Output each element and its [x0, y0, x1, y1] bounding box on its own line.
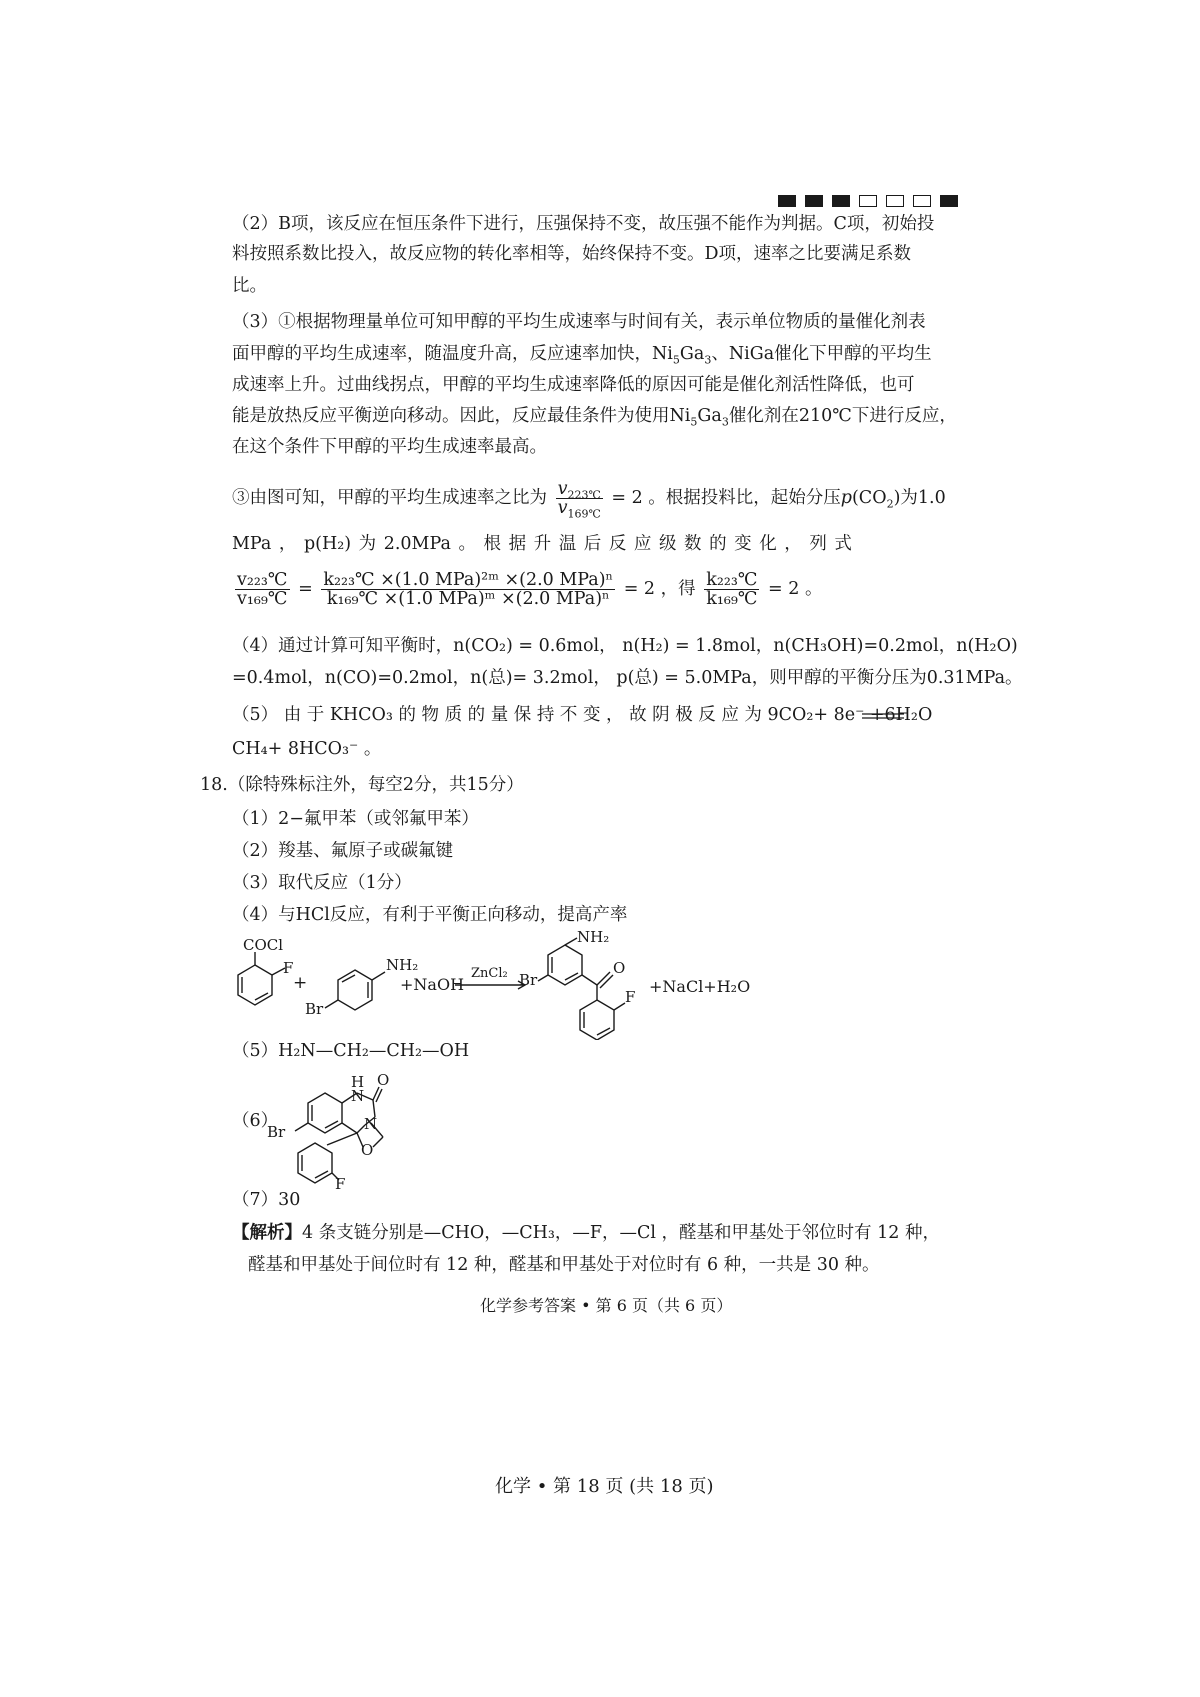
mark-filled	[832, 195, 850, 207]
equals-arrow	[862, 712, 904, 720]
catalyst-label: ZnCl₂	[471, 966, 508, 981]
product-amino-label: NH₂	[577, 930, 610, 946]
carbonyl-o-label: O	[613, 959, 626, 977]
sub: 5	[672, 353, 680, 367]
naoh-label: +NaOH	[400, 975, 465, 994]
fluoro-label: F	[335, 1175, 346, 1190]
var: p	[840, 488, 852, 508]
text: = 2 。根据投料比，起始分压	[611, 488, 841, 508]
sec2-line1: （2）B项，该反应在恒压条件下进行，压强保持不变，故压强不能作为判据。C项，初始投	[232, 214, 935, 234]
text: (CO	[851, 488, 887, 508]
mark-filled	[940, 195, 958, 207]
sec3-line1: （3）①根据物理量单位可知甲醇的平均生成速率与时间有关，表示单位物质的量催化剂表	[232, 312, 926, 332]
sec2-line3: 比。	[232, 276, 267, 296]
sub: 3	[721, 415, 729, 429]
text: )为1.0	[893, 488, 946, 508]
sec5-line2: CH₄+ 8HCO₃⁻ 。	[232, 739, 382, 759]
bromo-label: Br	[305, 1000, 324, 1018]
eq-rhs-fraction	[321, 571, 615, 608]
fraction-numerator: k₂₂₃℃ ×(1.0 MPa)²ᵐ ×(2.0 MPa)ⁿ	[323, 570, 614, 590]
outer-footer: 化学 • 第 18 页 (共 18 页)	[495, 1476, 714, 1497]
text: ③由图可知，甲醇的平均生成速率之比为	[232, 488, 547, 508]
sec3-part3-line1	[232, 478, 946, 521]
q18-answer4: （4）与HCl反应，有利于平衡正向移动，提高产率	[232, 905, 628, 925]
cocl-label: COCl	[243, 936, 284, 954]
mark-empty	[859, 195, 877, 207]
text: 、NiGa催化下甲醇的平均生	[711, 344, 932, 364]
inner-footer: 化学参考答案 • 第 6 页（共 6 页）	[480, 1296, 733, 1315]
sec4-line1: （4）通过计算可知平衡时，n(CO₂) = 0.6mol， n(H₂) = 1.8mol，n(CH₃OH)=0.2mol，n(H₂O)	[232, 636, 1018, 656]
sec3-line4	[232, 403, 957, 429]
product-fluoro-label: F	[625, 988, 636, 1006]
fluoro-label: F	[283, 959, 294, 977]
sub: 5	[690, 415, 698, 429]
amino-label: NH₂	[386, 956, 419, 974]
text: 面甲醇的平均生成速率，随温度升高，反应速率加快，Ni	[232, 344, 673, 364]
product-bromo-label: Br	[519, 971, 538, 989]
q18-answer3: （3）取代反应（1分）	[232, 873, 412, 893]
sec3-line3: 成速率上升。过曲线拐点，甲醇的平均生成速率降低的原因可能是催化剂活性降低，也可	[232, 375, 915, 395]
amide-h-label: H	[351, 1073, 365, 1091]
eq-k-fraction	[704, 571, 759, 608]
byproducts-label: +NaCl+H₂O	[649, 977, 751, 996]
sub: 3	[704, 353, 712, 367]
amide-n-label: N	[351, 1087, 365, 1105]
reaction-scheme	[225, 930, 765, 1040]
sec2-line2: 料按照系数比投入，故反应物的转化率相等，始终保持不变。D项，速率之比要满足系数	[232, 244, 912, 264]
q18-answer1: （1）2−氟甲苯（或邻氟甲苯）	[232, 809, 479, 829]
equals: =	[298, 579, 313, 599]
analysis-tag: 【解析】	[232, 1223, 302, 1243]
plus-sign: +	[293, 973, 308, 993]
ring-o-label: O	[361, 1141, 374, 1159]
text: = 2 ，得	[623, 579, 696, 599]
header-marks	[778, 195, 958, 207]
q18-answer5: （5）H₂N—CH₂—CH₂—OH	[232, 1041, 470, 1061]
analysis-line2: 醛基和甲基处于间位时有 12 种，醛基和甲基处于对位时有 6 种，一共是 30 种。	[248, 1255, 880, 1275]
q18-answer6-label: （6）	[232, 1111, 279, 1131]
q18-answer7: （7）30	[232, 1190, 301, 1210]
text: 能是放热反应平衡逆向移动。因此，反应最佳条件为使用Ni	[232, 406, 691, 426]
amide-o-label: O	[377, 1071, 390, 1089]
rate-equation	[232, 567, 822, 611]
eq-lhs-fraction	[235, 571, 290, 608]
answer6-structure	[265, 1065, 425, 1190]
fraction-numerator: v₂₂₃℃	[237, 570, 288, 590]
mark-filled	[805, 195, 823, 207]
var: v	[557, 498, 568, 518]
sub: 2	[886, 497, 894, 511]
ring-n-label: N	[364, 1115, 378, 1133]
q18-title: 18.（除特殊标注外，每空2分，共15分）	[200, 775, 524, 795]
text: 4 条支链分别是—CHO，—CH₃，—F，—Cl ，醛基和甲基处于邻位时有 12 种，	[302, 1223, 940, 1243]
sec3-line2	[232, 341, 932, 367]
fraction-denominator	[556, 498, 603, 521]
fraction-numerator	[556, 479, 603, 502]
sec3-line5: 在这个条件下甲醇的平均生成速率最高。	[232, 437, 547, 457]
var: v	[557, 479, 568, 499]
text: 催化剂在210℃下进行反应，	[728, 406, 957, 426]
mark-filled	[778, 195, 796, 207]
text: = 2 。	[768, 579, 823, 599]
bromo-label: Br	[267, 1123, 286, 1141]
text: （5） 由 于 KHCO₃ 的 物 质 的 量 保 持 不 变 ， 故 阴 极 反 应 为 9CO₂+ 8e⁻ +6H₂O	[232, 705, 933, 725]
text: Ga	[679, 344, 705, 364]
fraction-denominator: k₁₆₉℃ ×(1.0 MPa)ᵐ ×(2.0 MPa)ⁿ	[326, 589, 610, 609]
text: Ga	[697, 406, 722, 426]
sub: 223℃	[567, 488, 601, 502]
fraction-numerator: k₂₂₃℃	[706, 570, 758, 590]
fraction-denominator: k₁₆₉℃	[706, 589, 758, 609]
sec5-line1	[232, 702, 932, 728]
sub: 169℃	[567, 507, 601, 521]
fraction-denominator: v₁₆₉℃	[237, 589, 288, 609]
analysis-line1	[232, 1220, 940, 1246]
mark-empty	[913, 195, 931, 207]
sec4-line2: =0.4mol，n(CO)=0.2mol，n(总)= 3.2mol， p(总) = 5.0MPa，则甲醇的平衡分压为0.31MPa。	[232, 668, 1023, 688]
sec3-part3-line2: MPa ， p(H₂) 为 2.0MPa 。 根 据 升 温 后 反 应 级 数 的 变 化 ， 列 式	[232, 534, 852, 554]
rate-ratio-fraction	[556, 479, 603, 521]
q18-answer2: （2）羧基、氟原子或碳氟键	[232, 841, 454, 861]
mark-empty	[886, 195, 904, 207]
